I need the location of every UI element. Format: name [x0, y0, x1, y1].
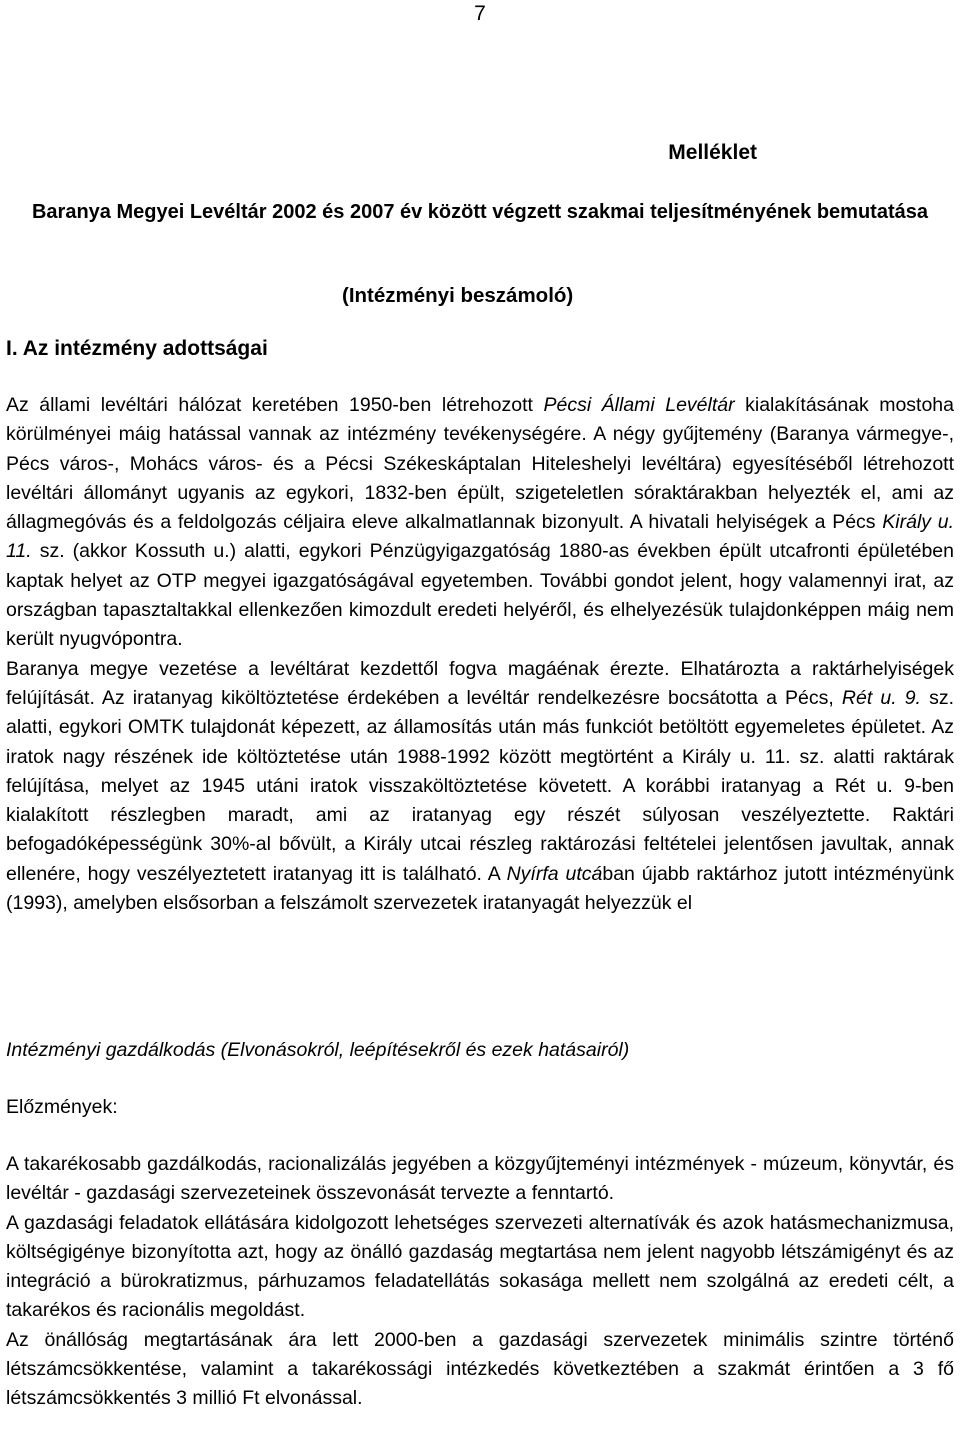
archive-name: Pécsi Állami Levéltár	[543, 394, 735, 416]
paragraph	[6, 655, 954, 919]
antecedents-heading: Előzmények:	[6, 1096, 118, 1118]
page-number: 7	[474, 2, 486, 25]
text-run: kialakításának mostoha körülményei máig hatással vannak az intézmény tevékenységére. A négy gyűjtemény (Baranya vármegye-, Pécs város-, Mohács város- és a Pécsi Székeskáptalan Hiteleshelyi levéltára) egyesítéséből létrehozott levéltári állományt ugyanis az egykori, 1832-ben épült, szigeteletlen sóraktárakban helyezték el, ami az állagmegóvás és a feldolgozás céljaira eleve alkalmatlannak bizonyult. A hivatali helyiségek a Pécs	[6, 394, 954, 534]
paragraph: Az önállóság megtartásának ára lett 2000-ben a gazdasági szervezetek minimális szintre történő létszámcsökkentése, valamint a takarékossági intézkedés következtében a szakmát érintően a 3 fő létszámcsökkentés 3 millió Ft elvonással.	[6, 1328, 954, 1410]
address: Rét u. 9.	[841, 686, 921, 709]
management-heading: Intézményi gazdálkodás (Elvonásokról, leépítésekről és ezek hatásairól)	[6, 1039, 630, 1061]
paragraph: A gazdasági feladatok ellátására kidolgozott lehetséges szervezeti alternatívák és azok hatásmechanizmusa, költségigénye bizonyította azt, hogy az önálló gazdaság megtartása nem jelent nagyobb létszámigényt és az integráció a bürokratizmus, párhuzamos feladatellátás sokasága mellett nem szolgálná az eredeti célt, a takarékos és racionális megoldást.	[6, 1211, 954, 1322]
address: Király u. 11.	[6, 511, 954, 563]
document-subtitle: (Intézményi beszámoló)	[342, 284, 574, 307]
text-run: ban újabb raktárhoz jutott intézményünk (1993), amelyben elsősorban a felszámolt szervezetek iratanyagát helyezzük el	[6, 862, 954, 915]
section-1-body	[6, 391, 954, 918]
section-2-body	[6, 1150, 954, 1414]
text-run: sz. (akkor Kossuth u.) alatti, egykori Pénzügyigazgatóság 1880-as években épült utcafronti épületében kaptak helyet az OTP megyei igazgatóságával egyetemben. További gondot jelent, hogy valamennyi irat, az országban tapasztaltakkal ellenkezően kimozdult eredeti helyéről, és elhelyezésük tulajdonképpen máig nem került nyugvópontra.	[6, 540, 954, 651]
text-run: sz. alatti, egykori OMTK tulajdonát képezett, az államosítás után más funkciót betöltött egyemeletes épületet. Az iratok nagy részének ide költöztetése után 1988-1992 között megtörtént a Király u. 11. sz. alatti raktárak felújítása, melyet az 1945 utáni iratok visszaköltöztetése követett. A korábbi iratanyag a Rét u. 9-ben kialakított részlegben maradt, ami az iratanyag egy részét súlyosan veszélyeztette. Raktári befogadóképességünk 30%-al bővült, a Király utcai részleg raktározási feltételei jelentősen javultak, annak ellenére, hogy veszélyeztetett iratanyag itt is található. A	[6, 686, 954, 885]
paragraph	[6, 391, 954, 655]
section-heading: I. Az intézmény adottságai	[6, 337, 268, 360]
document-title: Baranya Megyei Levéltár 2002 és 2007 év között végzett szakmai teljesítményének bemutatása	[31, 201, 928, 223]
text-run: Baranya megye vezetése a levéltárat kezdettől fogva magáénak érezte. Elhatározta a raktárhelyiségek felújítását. Az iratanyag kiköltöztetése érdekében a levéltár rendelkezésre bocsátotta a Pécs,	[6, 657, 954, 709]
annex-label: Melléklet	[668, 141, 757, 164]
street-name: Nyírfa utcá	[506, 862, 603, 885]
paragraph: A takarékosabb gazdálkodás, racionalizálás jegyében a közgyűjteményi intézmények - múzeum, könyvtár, és levéltár - gazdasági szervezeteinek összevonását tervezte a fenntartó.	[6, 1153, 954, 1205]
text-run: Az állami levéltári hálózat keretében 1950-ben létrehozott	[6, 394, 544, 416]
